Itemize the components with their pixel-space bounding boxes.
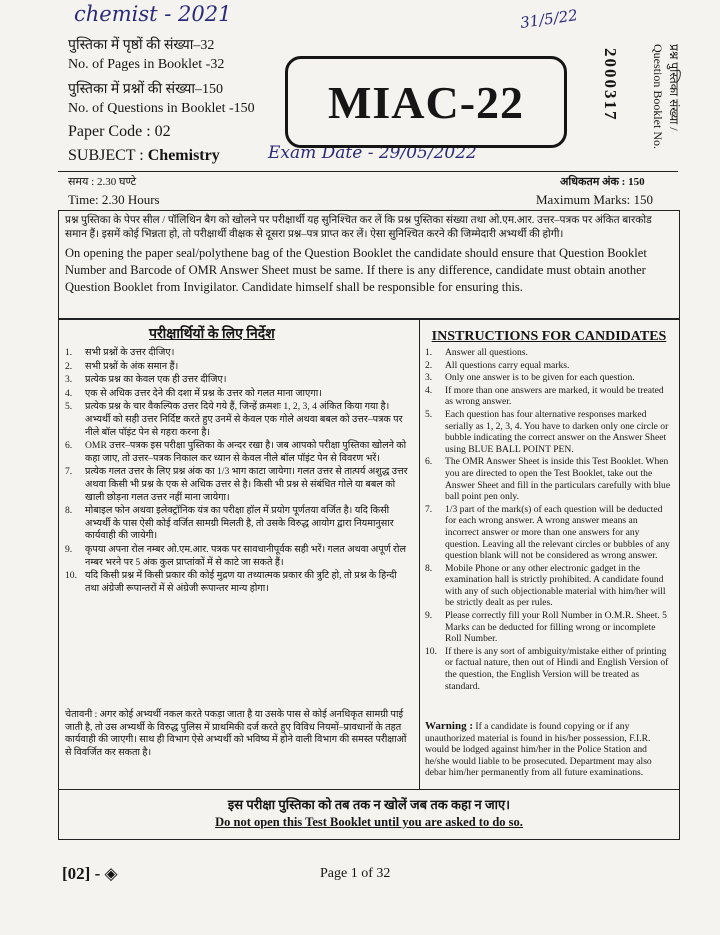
instruction-number: 10. (425, 645, 437, 657)
instruction-item (425, 372, 673, 384)
instruction-item (425, 456, 673, 502)
warning-text: If a candidate is found copying or if any unauthorized material is found in his/her possession, F.I.R. would be lodged against him/her in the Police Station and he/she would liable to be prosecuted. Department may also debar him/her permanently from all future examinations. (425, 721, 652, 779)
instruction-number: 3. (65, 374, 73, 386)
instruction-number: 8. (65, 505, 73, 517)
instruction-number: 6. (425, 456, 433, 468)
instruction-number: 7. (425, 503, 433, 515)
instruction-text: यदि किसी प्रश्न में किसी प्रकार की कोई मुद्रण या तथ्यात्मक प्रकार की त्रुटि हो, तो प्रश्न के हिन्दी तथा अंग्रेजी रूपान्तरों में से अंग्रेजी रूपान्तर मान्य होगा। (85, 570, 397, 594)
instruction-number: 1. (65, 347, 73, 358)
seal-notice-english: On opening the paper seal/polythene bag of the Question Booklet the candidate should ensure that Question Booklet Number and Barcode of OMR Answer Sheet must be same. If there is any difference, candidate must obtain another Question Booklet from Invigilator. Candidate himself shall be responsible for ensuring this. (65, 246, 647, 294)
instruction-number: 3. (425, 372, 433, 384)
instruction-item (65, 401, 411, 439)
instruction-text: Only one answer is to be given for each question. (445, 372, 635, 384)
instruction-item (65, 505, 411, 543)
instruction-text: कृपया अपना रोल नम्बर ओ.एम.आर. पत्रक पर सावधानीपूर्वक सही भरें। गलत अथवा अपूर्ण रोल नम्बर भरने पर 5 अंक कुल प्राप्तांकों में से काटे जा सकते हैं। (85, 543, 406, 568)
booklet-number-label-hindi: प्रश्न पुस्तिका संख्या / (667, 44, 681, 131)
instruction-item (65, 361, 411, 374)
instruction-item (65, 388, 411, 401)
instruction-text: प्रत्येक प्रश्न का केवल एक ही उत्तर दीजिए। (85, 374, 227, 386)
max-marks-hindi: अधिकतम अंक : 150 (560, 176, 645, 188)
instruction-text: प्रत्येक गलत उत्तर के लिए प्रश्न अंक का 1/3 भाग काटा जायेगा। गलत उत्तर से तात्पर्य अशुद्ध उत्तर अथवा किसी भी प्रश्न के एक से अधिक उत्तर से है। किसी भी प्रश्न से संबंधित गोले या बबल को खाली छोड़ना गलत उत्तर नहीं माना जायेगा। (85, 466, 408, 503)
instruction-text: If there is any sort of ambiguity/mistake either of printing or factual nature, then out of Hindi and English Version of the question, the English Version will be treated as standard. (445, 645, 669, 692)
instruction-number: 9. (425, 610, 433, 622)
instruction-item (425, 409, 673, 455)
instruction-number: 4. (65, 387, 73, 399)
max-marks-english: Maximum Marks: 150 (536, 192, 653, 207)
subject-line (68, 147, 220, 165)
instruction-text: सभी प्रश्नों के उत्तर दीजिए। (85, 347, 175, 358)
seal-notice-box (58, 210, 680, 320)
handwritten-date-note: 31/5/22 (519, 6, 579, 32)
instruction-number: 5. (425, 408, 433, 420)
do-not-open-english: Do not open this Test Booklet until you are asked to do so. (215, 815, 523, 829)
paper-code: Paper Code : 02 (68, 123, 171, 140)
instruction-item (425, 347, 673, 359)
instruction-text: मोबाइल फोन अथवा इलेक्ट्रॉनिक यंत्र का परीक्षा हॉल में प्रयोग पूर्णतया वर्जित है। यदि किसी अभ्यर्थी के पास ऐसी कोई वर्जित सामग्री मिलती है, तो उसके विरुद्ध आयोग द्वारा नियमानुसार कार्यवाही की जायेगी। (85, 505, 394, 542)
pages-count-hindi: पुस्तिका में पृष्ठों की संख्या–32 (68, 38, 215, 53)
pages-count-english: No. of Pages in Booklet -32 (68, 57, 225, 72)
instruction-text: The OMR Answer Sheet is inside this Test Booklet. When you are directed to open the Test Booklet, take out the Answer Sheet and fill in the particulars carefully with blue ball point pen only. (445, 456, 671, 503)
warning-english (425, 721, 673, 779)
booklet-code: MIAC-22 (327, 76, 525, 128)
subject-label: SUBJECT : (68, 147, 144, 164)
instructions-title-english: INSTRUCTIONS FOR CANDIDATES (431, 329, 667, 344)
instruction-text: Mobile Phone or any other electronic gadget in the examination hall is strictly prohibited. A candidate found with any of such objectionable material with him/her will be strictly dealt as per rules. (445, 562, 666, 609)
instruction-number: 10. (65, 570, 77, 582)
instruction-text: प्रत्येक प्रश्न के चार वैकल्पिक उत्तर दिये गये हैं, जिन्हें क्रमशः 1, 2, 3, 4 अंकित किया गया है। अभ्यर्थी को सही उत्तर निर्दिष्ट करते हुए उनमें से केवल एक गोले अथवा बबल को उत्तर–पत्रक पर नीले बॉल पॉइंट पेन से गहरा करना है। (85, 401, 403, 438)
instruction-number: 6. (65, 440, 73, 452)
seal-notice-hindi: प्रश्न पुस्तिका के पेपर सील / पॉलिथिन बैग को खोलने पर परीक्षार्थी यह सुनिश्चित कर लें कि प्रश्न पुस्तिका संख्या तथा ओ.एम.आर. उत्तर–पत्रक पर अंकित बारकोड समान हैं। इसमें कोई भिन्नता हो, तो परीक्षार्थी वीक्षक से दूसरा प्रश्न–पत्र प्राप्त कर लें। ऐसा सुनिश्चित करने की जिम्मेदारी अभ्यर्थी की होगी। (65, 215, 652, 240)
time-english: Time: 2.30 Hours (68, 192, 160, 207)
instruction-text: If more than one answers are marked, it would be treated as wrong answer. (445, 384, 664, 408)
subject-value: Chemistry (147, 147, 220, 164)
instruction-item (65, 466, 411, 504)
instruction-item (425, 563, 673, 609)
paper-code-footer: [02] - ◈ (62, 864, 118, 883)
instruction-item (425, 360, 673, 372)
instruction-number: 1. (425, 347, 433, 358)
instruction-text: Please correctly fill your Roll Number in O.M.R. Sheet. 5 Marks can be deducted for filling wrong or incomplete Roll Number. (445, 610, 667, 645)
instruction-item (65, 570, 411, 595)
instruction-number: 4. (425, 384, 433, 396)
instruction-text: सभी प्रश्नों के अंक समान हैं। (85, 360, 179, 372)
booklet-code-box (285, 56, 567, 148)
instruction-item (65, 544, 411, 569)
instruction-text: All questions carry equal marks. (445, 359, 570, 371)
instruction-number: 2. (425, 359, 433, 371)
instructions-box (58, 318, 680, 840)
instruction-number: 7. (65, 466, 73, 478)
instruction-number: 9. (65, 543, 73, 555)
do-not-open-hindi: इस परीक्षा पुस्तिका को तब तक न खोलें जब तक कहा न जाए। (227, 797, 511, 812)
instruction-item (425, 610, 673, 645)
instruction-item (425, 385, 673, 408)
instruction-text: 1/3 part of the mark(s) of each question will be deducted for each wrong answer. A wrong answer means an incorrect answer or more than one answers for any question. Leaving all the relevant circles or bubbles of any question blank will not be considered as wrong answer. (445, 503, 670, 562)
footer-rule (59, 789, 679, 790)
booklet-number-label-english: Question Booklet No. (651, 44, 665, 149)
instruction-item (65, 440, 411, 465)
page-number: Page 1 of 32 (320, 866, 391, 881)
instruction-item (65, 374, 411, 387)
column-divider (419, 319, 420, 789)
instructions-list-hindi (65, 347, 411, 596)
booklet-number: 2000317 (601, 48, 620, 122)
instructions-list-english (425, 347, 673, 693)
warning-hindi: चेतावनी : अगर कोई अभ्यर्थी नकल करते पकड़ा जाता है या उसके पास से कोई अनधिकृत सामग्री पाई जाती है, तो उस अभ्यर्थी के विरुद्ध पुलिस में प्राथमिकी दर्ज करते हुए विविध नियमों–प्रावधानों के तहत कार्यवाही की जाएगी। साथ ही विभाग ऐसे अभ्यर्थी को भविष्य में होने वाली विभाग की समस्त परीक्षाओं से विवर्जित कर सकता है। (65, 709, 407, 758)
instruction-text: एक से अधिक उत्तर देने की दशा में प्रश्न के उत्तर को गलत माना जाएगा। (85, 387, 322, 399)
time-hindi: समय : 2.30 घण्टे (68, 176, 137, 188)
instructions-title-hindi: परीक्षार्थियों के लिए निर्देश (149, 327, 275, 342)
instruction-number: 5. (65, 401, 73, 413)
handwritten-exam-date: Exam Date - 29/05/2022 (268, 143, 477, 163)
instruction-number: 2. (65, 360, 73, 372)
instruction-item (425, 646, 673, 692)
instruction-item (425, 504, 673, 562)
instruction-item (65, 347, 411, 360)
instruction-text: Each question has four alternative responses marked serially as 1, 2, 3, 4. You have to darken only one circle or bubble indicating the correct answer on the Answer Sheet using BLUE BALL POINT PEN. (445, 408, 669, 455)
questions-count-hindi: पुस्तिका में प्रश्नों की संख्या–150 (68, 82, 224, 97)
warning-label: Warning : (425, 720, 473, 732)
header-rule (58, 171, 678, 172)
instruction-text: OMR उत्तर–पत्रक इस परीक्षा पुस्तिका के अन्दर रखा है। जब आपको परीक्षा पुस्तिका खोलने को कहा जाए, तो उत्तर–पत्रक निकाल कर ध्यान से केवल नीले बॉल पॉइंट पेन से विवरण भरें। (85, 440, 407, 464)
handwritten-subject-note: chemist - 2021 (74, 2, 232, 26)
instruction-text: Answer all questions. (445, 347, 528, 358)
instruction-number: 8. (425, 562, 433, 574)
questions-count-english: No. of Questions in Booklet -150 (68, 101, 255, 116)
